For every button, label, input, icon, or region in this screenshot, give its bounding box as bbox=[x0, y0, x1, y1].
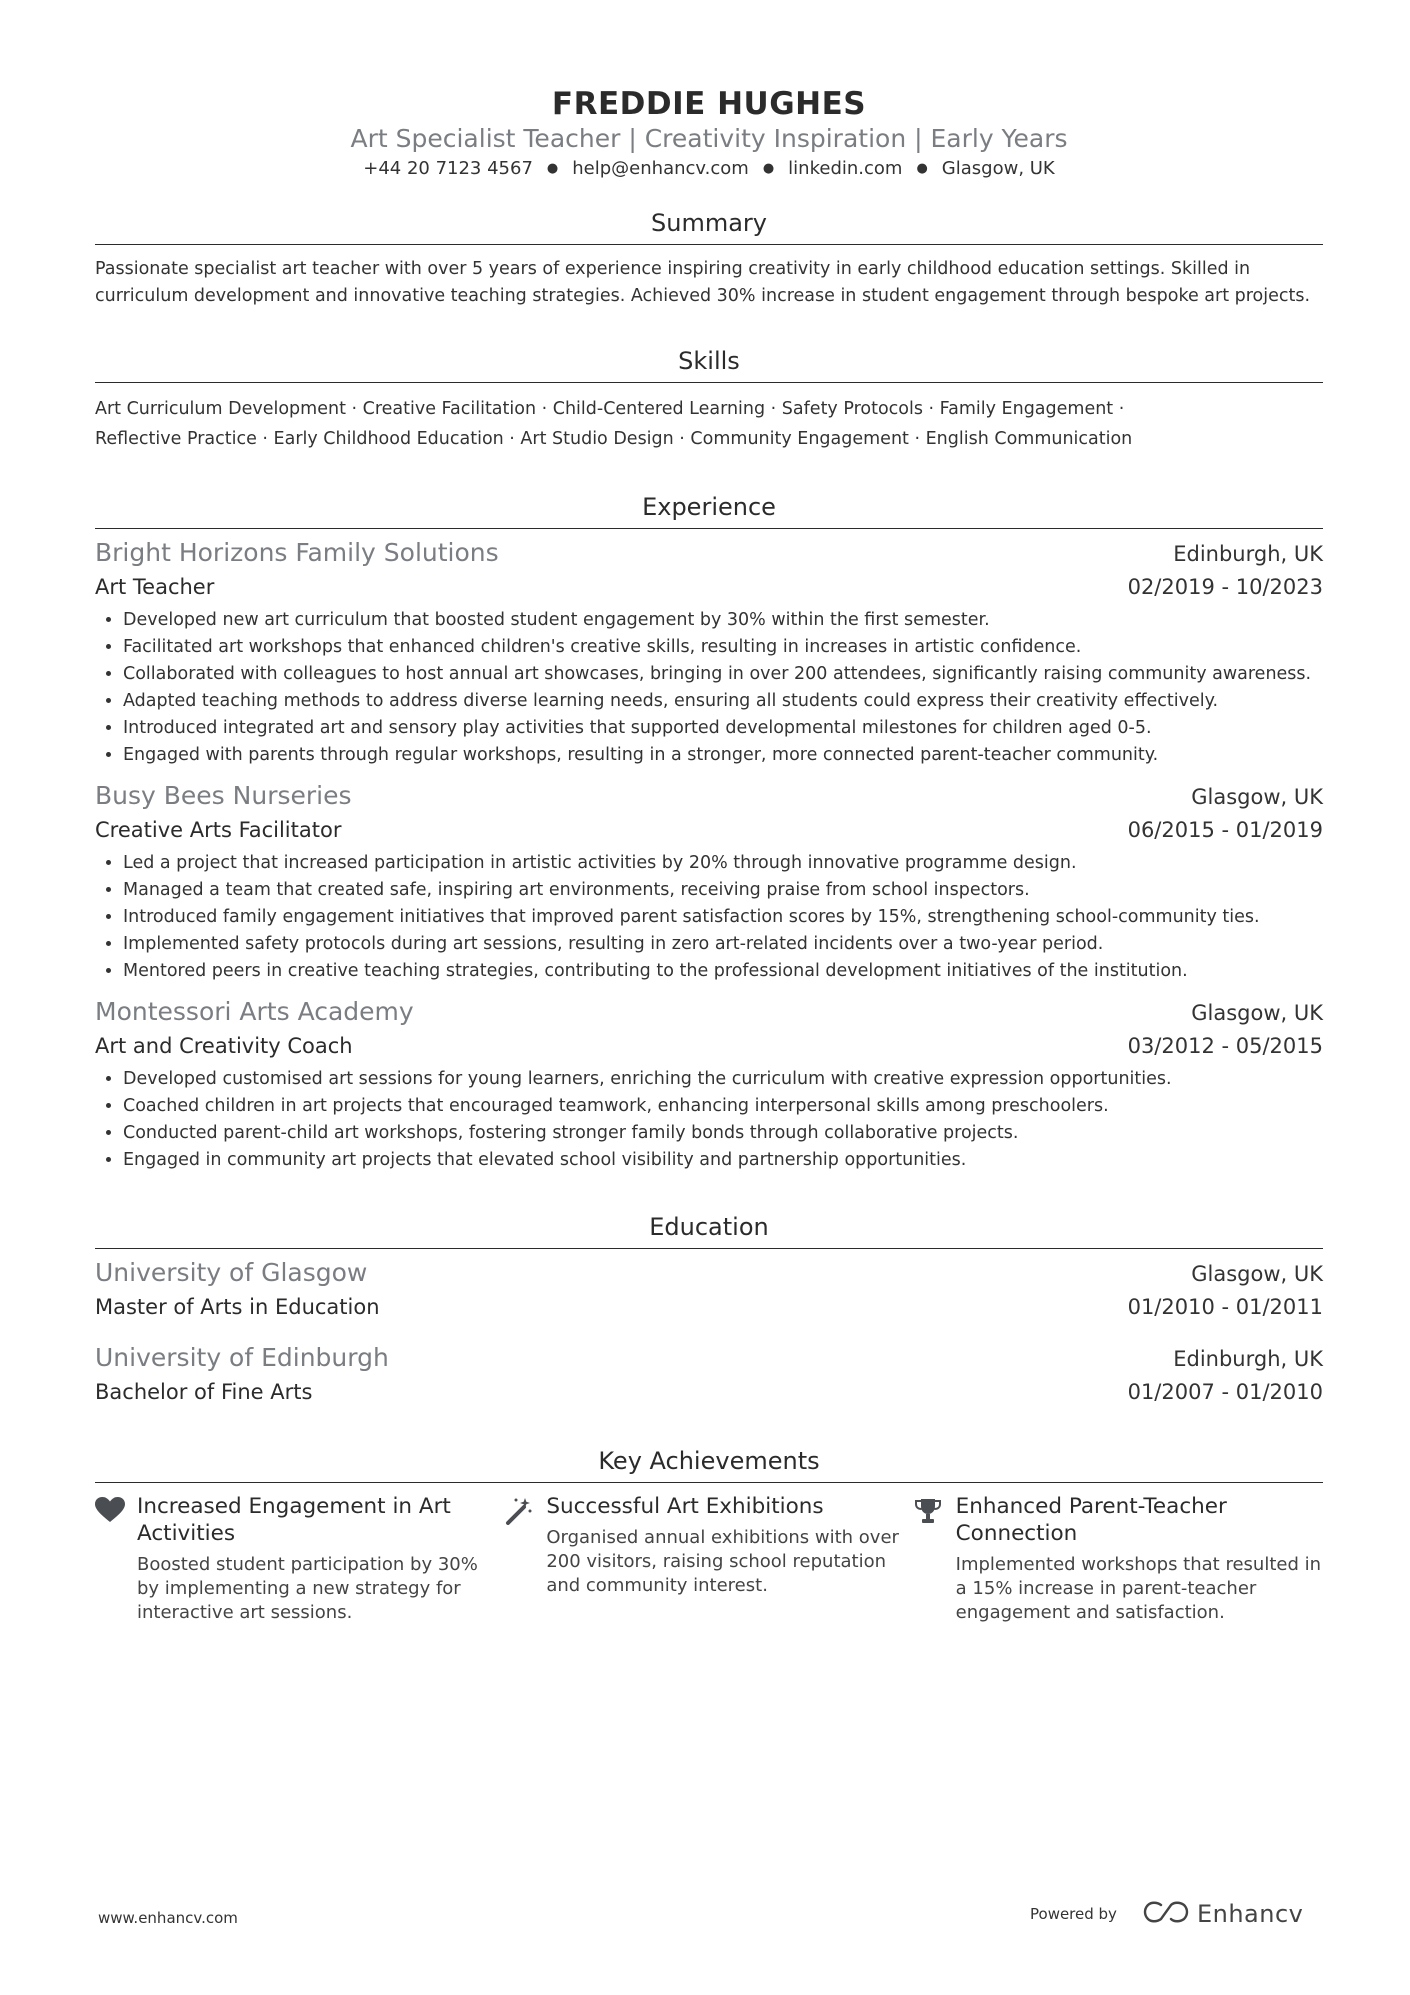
section-title: Summary bbox=[651, 209, 767, 237]
magic-wand-icon bbox=[504, 1493, 546, 1625]
section-divider bbox=[95, 1248, 1323, 1249]
education-entry bbox=[95, 1341, 1323, 1408]
school-name: University of Glasgow bbox=[95, 1258, 368, 1287]
heart-icon bbox=[95, 1493, 137, 1625]
bullet-item: • Implemented safety protocols during art sessions, resulting in zero art-related incidents over a two-year period. bbox=[123, 931, 1323, 958]
location: Glasgow, UK bbox=[941, 158, 1055, 179]
summary-text: Passionate specialist art teacher with over 5 years of experience inspiring creativity in early childhood education settings. Skilled in curriculum development and innovative teaching strategies. Achieved 30% increase in student engagement through bespoke art projects. bbox=[95, 259, 1311, 306]
achievement-item bbox=[914, 1493, 1323, 1625]
bullet-item: • Introduced integrated art and sensory play activities that supported developmental milestones for children aged 0-5. bbox=[123, 715, 1323, 742]
achievement-title: Increased Engagement in Art Activities bbox=[137, 1494, 451, 1546]
achievements-section bbox=[95, 1444, 1323, 1625]
bullet-item: • Developed customised art sessions for young learners, enriching the curriculum with creative expression opportunities. bbox=[123, 1066, 1323, 1093]
company-name: Montessori Arts Academy bbox=[95, 997, 414, 1026]
experience-section bbox=[95, 490, 1323, 1174]
brand-name: Enhancv bbox=[1196, 1900, 1304, 1928]
job-bullets bbox=[95, 1066, 1323, 1174]
section-divider bbox=[95, 382, 1323, 383]
section-title: Experience bbox=[642, 493, 776, 521]
education-entry bbox=[95, 1256, 1323, 1323]
section-title: Skills bbox=[678, 347, 740, 375]
experience-entry bbox=[95, 779, 1323, 985]
achievement-description: Implemented workshops that resulted in a 15% increase in parent-teacher engagement and satisfaction. bbox=[955, 1554, 1322, 1623]
footer-branding[interactable] bbox=[1030, 1900, 1303, 1928]
education-dates: 01/2010 - 01/2011 bbox=[1127, 1295, 1323, 1319]
achievement-description: Organised annual exhibitions with over 200 visitors, raising school reputation and community interest. bbox=[546, 1527, 899, 1596]
separator-dot: ● bbox=[762, 161, 775, 176]
resume-page bbox=[95, 84, 1323, 1625]
skills-line: Reflective Practice · Early Childhood Education · Art Studio Design · Community Engagement · English Communication bbox=[95, 429, 1133, 449]
achievement-title: Enhanced Parent-Teacher Connection bbox=[955, 1494, 1227, 1546]
bullet-item: • Engaged with parents through regular workshops, resulting in a stronger, more connected parent-teacher community. bbox=[123, 742, 1323, 769]
separator-dot: ● bbox=[916, 161, 928, 176]
degree: Bachelor of Fine Arts bbox=[95, 1380, 313, 1404]
job-location: Edinburgh, UK bbox=[1173, 542, 1323, 566]
bullet-item: • Coached children in art projects that encouraged teamwork, enhancing interpersonal skills among preschoolers. bbox=[123, 1093, 1323, 1120]
powered-by-label: Powered by bbox=[1030, 1905, 1117, 1923]
job-title: Art Teacher bbox=[95, 575, 215, 599]
job-title: Creative Arts Facilitator bbox=[95, 818, 342, 842]
bullet-item: • Adapted teaching methods to address diverse learning needs, ensuring all students could express their creativity effectively. bbox=[123, 688, 1323, 715]
education-dates: 01/2007 - 01/2010 bbox=[1127, 1380, 1323, 1404]
phone: +44 20 7123 4567 bbox=[363, 158, 533, 179]
bullet-item: • Led a project that increased participation in artistic activities by 20% through innovative programme design. bbox=[123, 850, 1323, 877]
bullet-item: • Conducted parent-child art workshops, fostering stronger family bonds through collaborative projects. bbox=[123, 1120, 1323, 1147]
bullet-item: • Introduced family engagement initiatives that improved parent satisfaction scores by 15%, strengthening school-community ties. bbox=[123, 904, 1323, 931]
achievement-title: Successful Art Exhibitions bbox=[546, 1494, 824, 1519]
company-name: Busy Bees Nurseries bbox=[95, 781, 352, 810]
section-divider bbox=[95, 244, 1323, 245]
job-bullets bbox=[95, 607, 1323, 769]
section-title: Education bbox=[649, 1213, 769, 1241]
experience-entry bbox=[95, 536, 1323, 769]
job-dates: 03/2012 - 05/2015 bbox=[1127, 1034, 1323, 1058]
section-divider bbox=[95, 528, 1323, 529]
bullet-item: • Managed a team that created safe, inspiring art environments, receiving praise from school inspectors. bbox=[123, 877, 1323, 904]
job-dates: 06/2015 - 01/2019 bbox=[1127, 818, 1323, 842]
school-location: Edinburgh, UK bbox=[1173, 1347, 1323, 1371]
bullet-item: • Facilitated art workshops that enhanced children's creative skills, resulting in increases in artistic confidence. bbox=[123, 634, 1323, 661]
job-bullets bbox=[95, 850, 1323, 985]
enhancv-logo-icon bbox=[1143, 1901, 1189, 1927]
bullet-item: • Mentored peers in creative teaching strategies, contributing to the professional development initiatives of the institution. bbox=[123, 958, 1323, 985]
summary-section bbox=[95, 206, 1323, 310]
trophy-icon bbox=[914, 1493, 956, 1625]
school-name: University of Edinburgh bbox=[95, 1343, 389, 1372]
achievement-item bbox=[504, 1493, 913, 1625]
school-location: Glasgow, UK bbox=[1191, 1262, 1323, 1286]
section-divider bbox=[95, 1482, 1323, 1483]
bullet-item: • Developed new art curriculum that boosted student engagement by 30% within the first semester. bbox=[123, 607, 1323, 634]
skills-section bbox=[95, 344, 1323, 454]
linkedin-link[interactable]: linkedin.com bbox=[788, 158, 903, 179]
skills-line: Art Curriculum Development · Creative Facilitation · Child-Centered Learning · Safety Protocols · Family Engagement · bbox=[95, 399, 1125, 419]
achievement-item bbox=[95, 1493, 504, 1625]
degree: Master of Arts in Education bbox=[95, 1295, 380, 1319]
contact-line bbox=[95, 156, 1323, 182]
company-name: Bright Horizons Family Solutions bbox=[95, 538, 499, 567]
achievement-description: Boosted student participation by 30% by implementing a new strategy for interactive art sessions. bbox=[137, 1554, 478, 1623]
job-title: Art and Creativity Coach bbox=[95, 1034, 353, 1058]
experience-entry bbox=[95, 995, 1323, 1174]
bullet-item: • Engaged in community art projects that elevated school visibility and partnership opportunities. bbox=[123, 1147, 1323, 1174]
candidate-tagline: Art Specialist Teacher | Creativity Inspiration | Early Years bbox=[350, 124, 1068, 153]
email-link[interactable]: help@enhancv.com bbox=[572, 158, 749, 179]
job-dates: 02/2019 - 10/2023 bbox=[1127, 575, 1323, 599]
footer-website-link[interactable]: www.enhancv.com bbox=[98, 1909, 238, 1927]
resume-header bbox=[95, 84, 1323, 182]
bullet-item: • Collaborated with colleagues to host annual art showcases, bringing in over 200 attendees, significantly raising community awareness. bbox=[123, 661, 1323, 688]
job-location: Glasgow, UK bbox=[1191, 785, 1323, 809]
section-title: Key Achievements bbox=[598, 1447, 820, 1475]
candidate-name: FREDDIE HUGHES bbox=[551, 86, 867, 122]
job-location: Glasgow, UK bbox=[1191, 1001, 1323, 1025]
education-section bbox=[95, 1210, 1323, 1408]
separator-dot: ● bbox=[546, 161, 559, 176]
